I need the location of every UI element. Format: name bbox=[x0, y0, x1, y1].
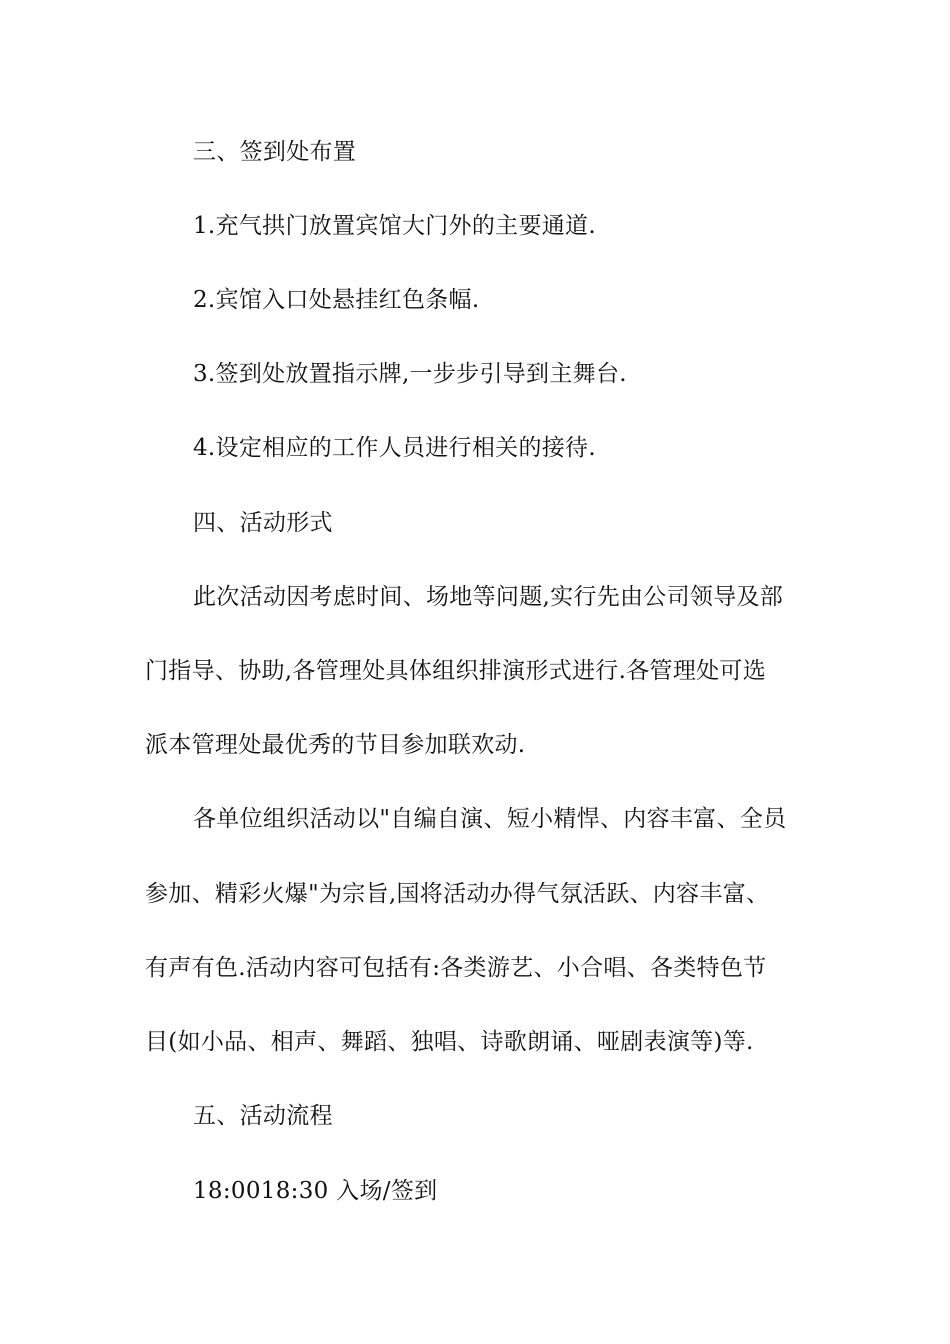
paragraph-line: 有声有色.活动内容可包括有:各类游艺、小合唱、各类特色节 bbox=[145, 955, 767, 981]
paragraph-line: 此次活动因考虑时间、场地等问题,实行先由公司领导及部 bbox=[193, 584, 784, 610]
list-item: 4.设定相应的工作人员进行相关的接待. bbox=[193, 435, 596, 461]
paragraph-line: 派本管理处最优秀的节目参加联欢动. bbox=[145, 732, 526, 758]
section-heading-3: 三、签到处布置 bbox=[193, 139, 357, 165]
list-item: 1.充气拱门放置宾馆大门外的主要通道. bbox=[193, 213, 596, 239]
section-heading-4: 四、活动形式 bbox=[193, 510, 333, 536]
paragraph-line: 各单位组织活动以"自编自演、短小精悍、内容丰富、全员 bbox=[193, 806, 787, 832]
paragraph-line: 目(如小品、相声、舞蹈、独唱、诗歌朗诵、哑剧表演等)等. bbox=[145, 1029, 754, 1055]
section-heading-5: 五、活动流程 bbox=[193, 1103, 333, 1129]
schedule-item: 18:0018:30 入场/签到 bbox=[193, 1178, 438, 1204]
list-item: 2.宾馆入口处悬挂红色条幅. bbox=[193, 287, 480, 313]
paragraph-line: 参加、精彩火爆"为宗旨,国将活动办得气氛活跃、内容丰富、 bbox=[145, 881, 770, 907]
list-item: 3.签到处放置指示牌,一步步引导到主舞台. bbox=[193, 361, 627, 387]
paragraph-line: 门指导、协助,各管理处具体组织排演形式进行.各管理处可选 bbox=[145, 658, 767, 684]
